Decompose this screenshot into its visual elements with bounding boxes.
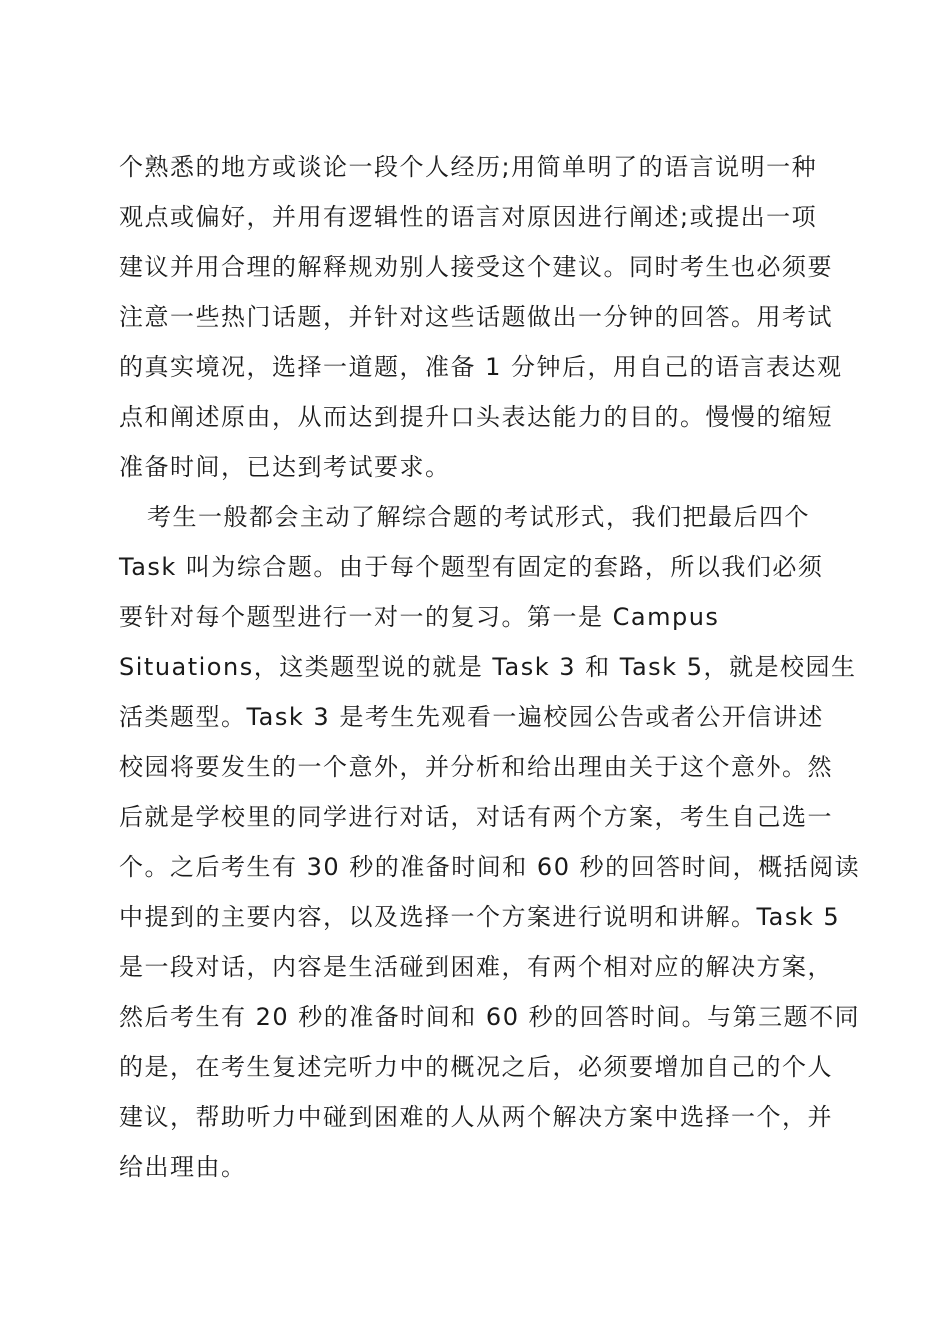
text-line: 中提到的主要内容，以及选择一个方案进行说明和讲解。Task 5 [119, 903, 841, 931]
text-line: 给出理由。 [119, 1153, 247, 1181]
text-line: 点和阐述原由，从而达到提升口头表达能力的目的。慢慢的缩短 [119, 403, 833, 431]
text-line: 活类题型。Task 3 是考生先观看一遍校园公告或者公开信讲述 [119, 703, 824, 731]
text-line: 校园将要发生的一个意外，并分析和给出理由关于这个意外。然 [119, 753, 833, 781]
document-body [119, 142, 861, 1192]
text-line: 后就是学校里的同学进行对话，对话有两个方案，考生自己选一 [119, 803, 833, 831]
paragraph-2 [119, 492, 861, 1192]
text-line: 要针对每个题型进行一对一的复习。第一是 Campus [119, 603, 720, 631]
text-line: Task 叫为综合题。由于每个题型有固定的套路，所以我们必须 [119, 553, 824, 581]
text-line: 的真实境况，选择一道题，准备 1 分钟后，用自己的语言表达观 [119, 353, 843, 381]
text-line: 准备时间，已达到考试要求。 [119, 453, 451, 481]
text-line: Situations，这类题型说的就是 Task 3 和 Task 5，就是校园生 [119, 653, 857, 681]
text-line: 观点或偏好，并用有逻辑性的语言对原因进行阐述;或提出一项 [119, 203, 818, 231]
text-line: 注意一些热门话题，并针对这些话题做出一分钟的回答。用考试 [119, 303, 833, 331]
text-line-indented: 考生一般都会主动了解综合题的考试形式，我们把最后四个 [147, 503, 810, 531]
paragraph-1 [119, 142, 843, 492]
text-line: 个。之后考生有 30 秒的准备时间和 60 秒的回答时间，概括阅读 [119, 853, 861, 881]
text-line: 个熟悉的地方或谈论一段个人经历;用简单明了的语言说明一种 [119, 153, 818, 181]
text-line: 的是，在考生复述完听力中的概况之后，必须要增加自己的个人 [119, 1053, 833, 1081]
text-line: 建议，帮助听力中碰到困难的人从两个解决方案中选择一个，并 [119, 1103, 833, 1131]
text-line: 然后考生有 20 秒的准备时间和 60 秒的回答时间。与第三题不同 [119, 1003, 861, 1031]
text-line: 建议并用合理的解释规劝别人接受这个建议。同时考生也必须要 [119, 253, 833, 281]
text-line: 是一段对话，内容是生活碰到困难，有两个相对应的解决方案， [119, 953, 833, 981]
